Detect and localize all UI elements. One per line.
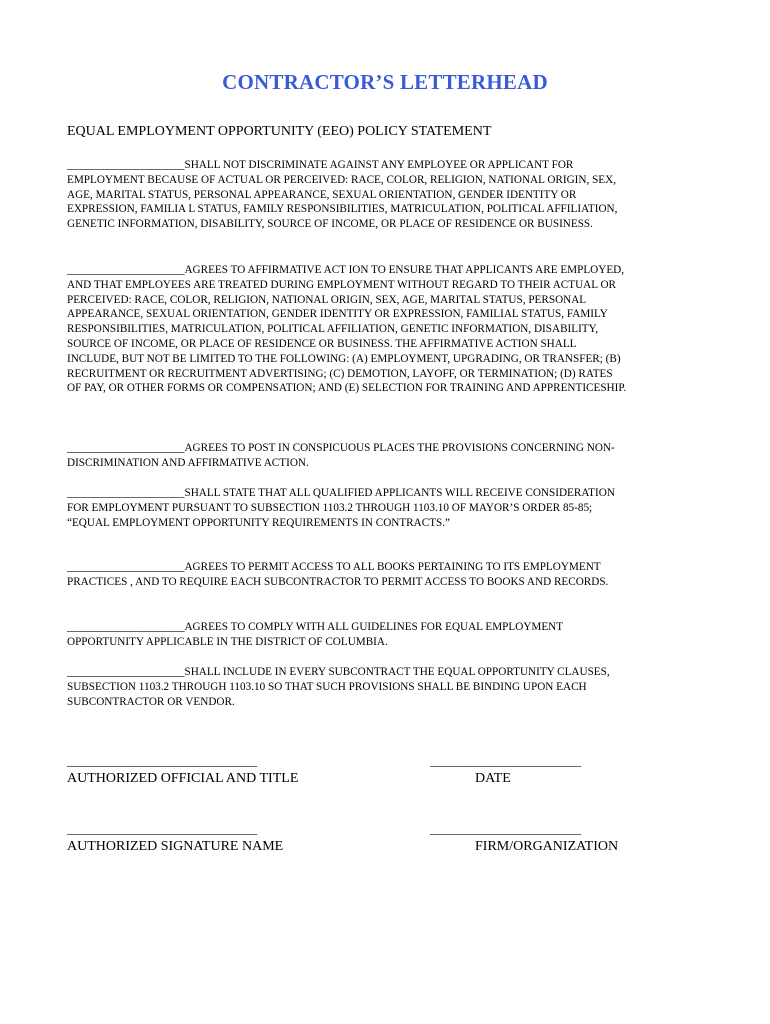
policy-paragraph-7 — [67, 665, 627, 709]
policy-paragraph-3 — [67, 441, 627, 471]
paragraph-text: SHALL STATE THAT ALL QUALIFIED APPLICANTS WILL RECEIVE CONSIDERATION FOR EMPLOYMENT PURSUANT TO SUBSECTION 1103.2 THROUGH 1103.10 OF MAYOR’S ORDER 85-85; “EQUAL EMPLOYMENT OPPORTUNITY REQUIREMENTS IN CONTRACTS.” — [67, 487, 615, 529]
date-signature-line[interactable]: ___________________________ — [430, 756, 582, 768]
blank-line: _____________________ — [67, 159, 185, 171]
policy-paragraph-6 — [67, 620, 627, 650]
policy-paragraph-5 — [67, 560, 627, 590]
paragraph-text: AGREES TO COMPLY WITH ALL GUIDELINES FOR EQUAL EMPLOYMENT OPPORTUNITY APPLICABLE IN THE DISTRICT OF COLUMBIA. — [67, 621, 563, 648]
paragraph-text: AGREES TO PERMIT ACCESS TO ALL BOOKS PERTAINING TO ITS EMPLOYMENT PRACTICES , AND TO REQUIRE EACH SUBCONTRACTOR TO PERMIT ACCESS TO BOOKS AND RECORDS. — [67, 561, 609, 588]
firm-organization-line[interactable]: ___________________________ — [430, 824, 582, 836]
official-signature-line[interactable]: __________________________________ — [67, 756, 258, 768]
paragraph-text: AGREES TO POST IN CONSPICUOUS PLACES THE PROVISIONS CONCERNING NON-DISCRIMINATION AND AFFIRMATIVE ACTION. — [67, 442, 615, 469]
blank-line: _____________________ — [67, 621, 185, 633]
official-title-label: AUTHORIZED OFFICIAL AND TITLE — [67, 771, 299, 786]
blank-line: _____________________ — [67, 666, 185, 678]
paragraph-text: SHALL NOT DISCRIMINATE AGAINST ANY EMPLOYEE OR APPLICANT FOR EMPLOYMENT BECAUSE OF ACTUAL OR PERCEIVED: RACE, COLOR, RELIGION, NATIONAL ORIGIN, SEX, AGE, MARITAL STATUS, PERSONAL APPEARANCE, SEXUAL ORIENTATION, GENDER IDENTITY OR EXPRESSION, FAMILIA L STATUS, FAMILY RESPONSIBILITIES, MATRICULATION, POLITICAL AFFILIATION, GENETIC INFORMATION, DISABILITY, SOURCE OF INCOME, OR PLACE OF RESIDENCE OR BUSINESS. — [67, 159, 618, 231]
paragraph-text: AGREES TO AFFIRMATIVE ACT ION TO ENSURE THAT APPLICANTS ARE EMPLOYED, AND THAT EMPLOYEES ARE TREATED DURING EMPLOYMENT WITHOUT REGARD TO THEIR ACTUAL OR PERCEIVED: RACE, COLOR, RELIGION, NATIONAL ORIGIN, SEX, AGE, MARITAL STATUS, PERSONAL APPEARANCE, SEXUAL ORIENTATION, GENDER IDENTITY OR EXPRESSION, FAMILIAL STATUS, FAMILY RESPONSIBILITIES, MATRICULATION, POLITICAL AFFILIATION, GENETIC INFORMATION, DISABILITY, SOURCE OF INCOME, OR PLACE OF RESIDENCE OR BUSINESS. THE AFFIRMATIVE ACTION SHALL INCLUDE, BUT NOT BE LIMITED TO THE FOLLOWING: (A) EMPLOYMENT, UPGRADING, OR TRANSFER; (B) RECRUITMENT OR RECRUITMENT ADVERTISING; (C) DEMOTION, LAYOFF, OR TERMINATION; (D) RATES OF PAY, OR OTHER FORMS OR COMPENSATION; AND (E) SELECTION FOR TRAINING AND APPRENTICESHIP. — [67, 264, 627, 395]
letterhead-title: CONTRACTOR’S LETTERHEAD — [222, 70, 548, 94]
date-label: DATE — [475, 771, 511, 786]
policy-paragraph-4 — [67, 486, 627, 530]
signature-name-line[interactable]: __________________________________ — [67, 824, 258, 836]
blank-line: _____________________ — [67, 487, 185, 499]
blank-line: _____________________ — [67, 264, 185, 276]
policy-paragraph-2 — [67, 263, 627, 396]
blank-line: _____________________ — [67, 561, 185, 573]
policy-paragraph-1 — [67, 158, 627, 232]
firm-organization-label: FIRM/ORGANIZATION — [475, 839, 619, 854]
blank-line: _____________________ — [67, 442, 185, 454]
policy-statement-title: EQUAL EMPLOYMENT OPPORTUNITY (EEO) POLICY STATEMENT — [67, 124, 492, 139]
paragraph-text: SHALL INCLUDE IN EVERY SUBCONTRACT THE EQUAL OPPORTUNITY CLAUSES, SUBSECTION 1103.2 THROUGH 1103.10 SO THAT SUCH PROVISIONS SHALL BE BINDING UPON EACH SUBCONTRACTOR OR VENDOR. — [67, 666, 610, 708]
signature-name-label: AUTHORIZED SIGNATURE NAME — [67, 839, 284, 854]
